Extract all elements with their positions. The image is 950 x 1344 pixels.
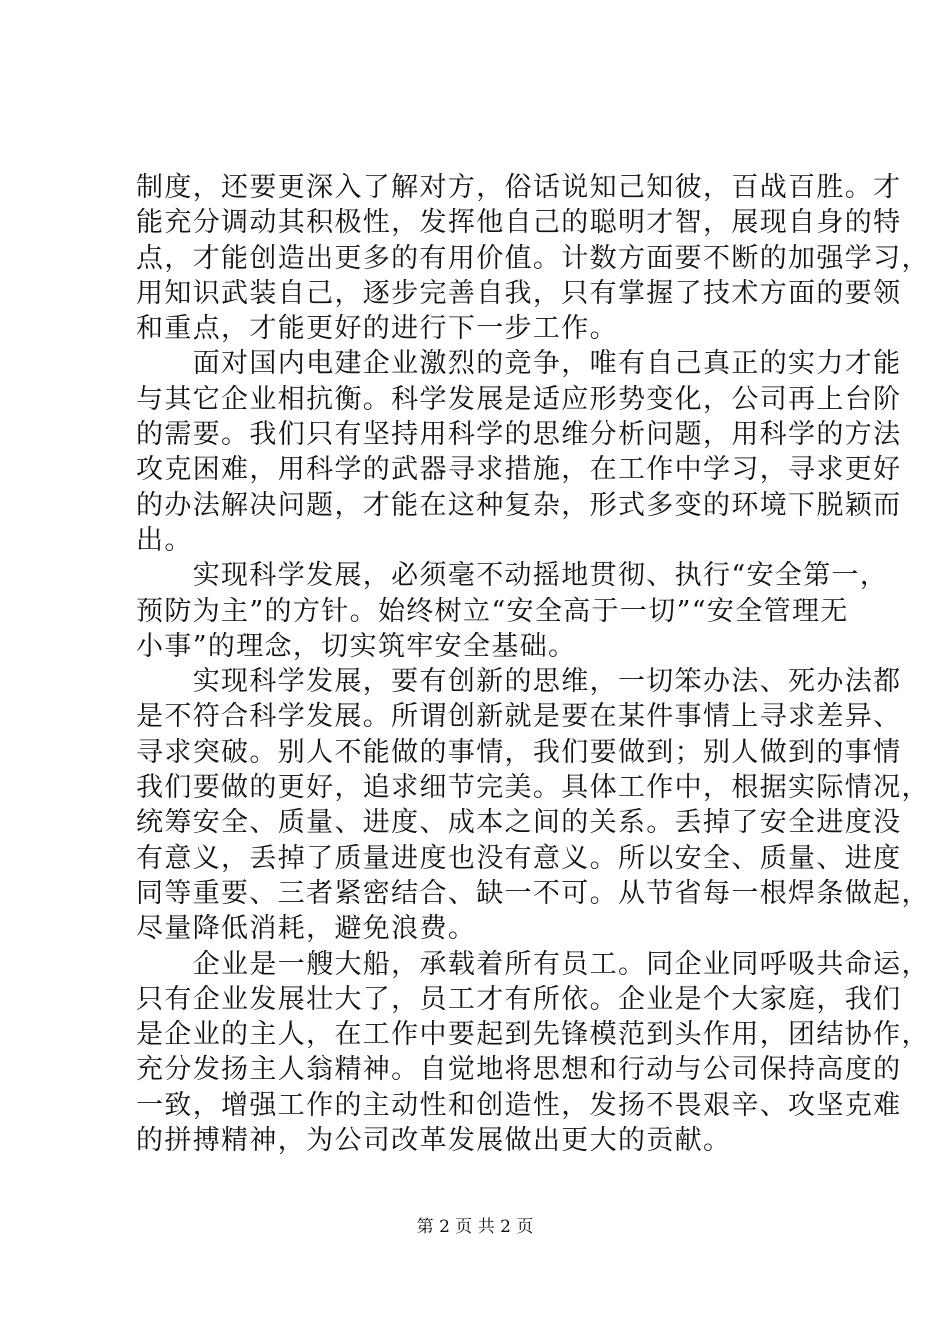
text-line: 一致，增强工作的主动性和创造性，发扬不畏艰辛、攻坚克难 [136, 1089, 902, 1121]
text-line: 小事”的理念，切实筑牢安全基础。 [136, 630, 577, 662]
text-line: 是企业的主人，在工作中要起到先锋模范到头作用，团结协作， [136, 1019, 930, 1051]
text-line: 只有企业发展壮大了，员工才有所依。企业是个大家庭，我们 [136, 983, 902, 1015]
text-line: 统筹安全、质量、进度、成本之间的关系。丢掉了安全进度没 [136, 807, 902, 839]
text-line: 同等重要、三者紧密结合、缺一不可。从节省每一根焊条做起， [136, 877, 930, 909]
text-line: 尽量降低消耗，避免浪费。 [136, 913, 477, 945]
text-line: 是不符合科学发展。所谓创新就是要在某件事情上寻求差异、 [136, 701, 902, 733]
text-line: 用知识武装自己，逐步完善自我，只有掌握了技术方面的要领 [136, 277, 902, 309]
text-line: 出。 [136, 524, 193, 556]
text-line: 充分发扬主人翁精神。自觉地将思想和行动与公司保持高度的 [136, 1054, 902, 1086]
text-line: 的需要。我们只有坚持用科学的思维分析问题，用科学的方法 [136, 419, 902, 451]
text-line: 点，才能创造出更多的有用价值。计数方面要不断的加强学习， [136, 242, 930, 274]
text-line: 预防为主”的方针。始终树立“安全高于一切”“安全管理无 [136, 595, 849, 627]
text-line: 面对国内电建企业激烈的竞争，唯有自己真正的实力才能 [136, 348, 902, 380]
page-number-footer: 第 2 页 共 2 页 [416, 1217, 534, 1237]
text-line: 有意义，丢掉了质量进度也没有意义。所以安全、质量、进度 [136, 842, 902, 874]
text-line: 与其它企业相抗衡。科学发展是适应形势变化，公司再上台阶 [136, 383, 902, 415]
text-line: 我们要做的更好，追求细节完美。具体工作中，根据实际情况， [136, 772, 930, 804]
text-line: 能充分调动其积极性，发挥他自己的聪明才智，展现自身的特 [136, 207, 902, 239]
text-line: 实现科学发展，必须毫不动摇地贯彻、执行“安全第一， [136, 560, 889, 592]
text-line: 寻求突破。别人不能做的事情，我们要做到；别人做到的事情 [136, 736, 902, 768]
text-line: 攻克困难，用科学的武器寻求措施，在工作中学习，寻求更好 [136, 454, 902, 486]
document-body [136, 170, 930, 1158]
text-line: 实现科学发展，要有创新的思维，一切笨办法、死办法都 [136, 666, 902, 698]
text-line: 的拼搏精神，为公司改革发展做出更大的贡献。 [136, 1125, 732, 1157]
text-line: 制度，还要更深入了解对方，俗话说知己知彼，百战百胜。才 [136, 172, 902, 203]
text-line: 企业是一艘大船，承载着所有员工。同企业同呼吸共命运， [136, 948, 930, 980]
text-line: 的办法解决问题，才能在这种复杂，形式多变的环境下脱颖而 [136, 489, 902, 521]
text-line: 和重点，才能更好的进行下一步工作。 [136, 313, 618, 345]
